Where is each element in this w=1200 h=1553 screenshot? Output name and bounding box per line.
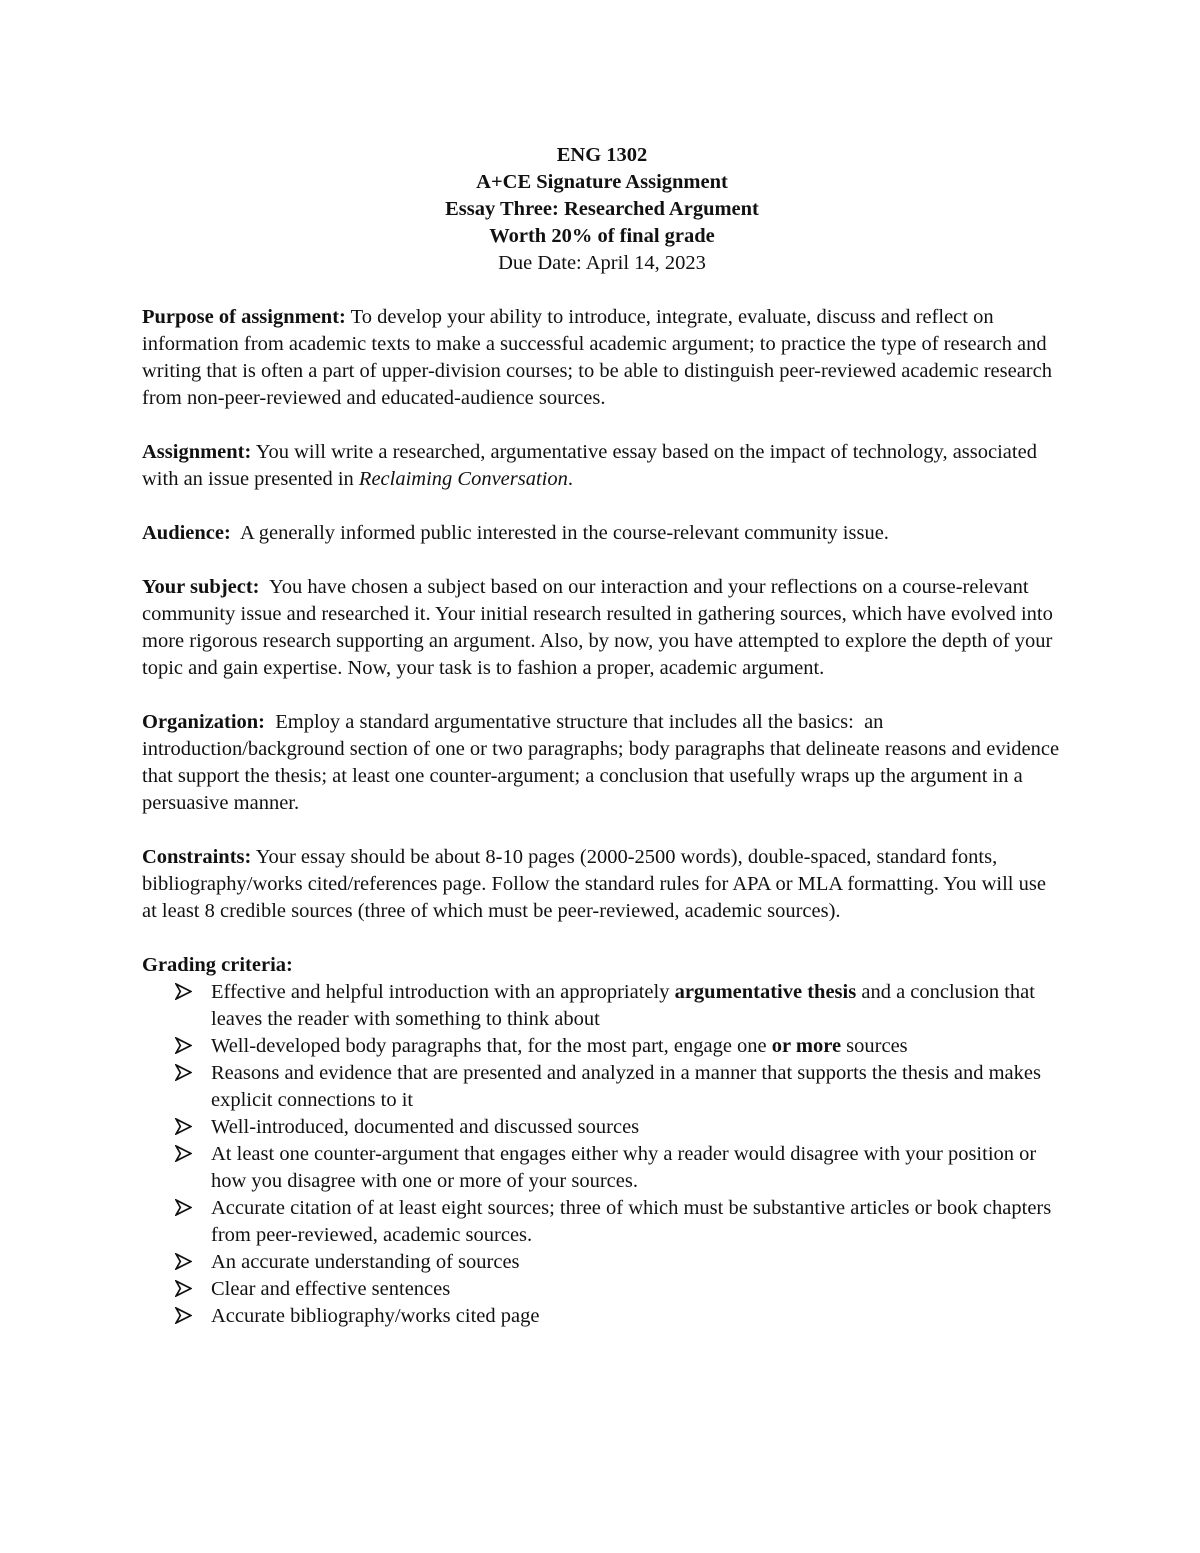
arrowhead-bullet-icon — [175, 1195, 199, 1222]
grading-label: Grading criteria: — [142, 954, 293, 976]
list-item: Clear and effective sentences — [142, 1276, 1062, 1303]
subject-text: You have chosen a subject based on our interaction and your reflections on a course-relevant community issue and researched it. Your initial research resulted in gathering sources, which have evolved into more rigorous research supporting an argument. Also, by now, you have attempted to explore the depth of your topic and gain expertise. Now, your task is to fashion a proper, academic argument. — [142, 576, 1058, 679]
audience-section — [142, 520, 1062, 547]
list-item: Well-introduced, documented and discussed sources — [142, 1114, 1062, 1141]
subject-section — [142, 574, 1062, 682]
organization-text: Employ a standard argumentative structure that includes all the basics: an introduction/background section of one or two paragraphs; body paragraphs that delineate reasons and evidence that support the thesis; at least one counter-argument; a conclusion that usefully wraps up the argument in a persuasive manner. — [142, 711, 1065, 814]
grade-weight: Worth 20% of final grade — [489, 225, 715, 247]
constraints-text: Your essay should be about 8-10 pages (2000-2500 words), double-spaced, standard fonts, bibliography/works cited/references page. Follow the standard rules for APA or MLA formatting. You will use at least 8 credible sources (three of which must be peer-reviewed, academic sources). — [142, 846, 1046, 922]
arrowhead-bullet-icon — [175, 1033, 199, 1060]
audience-label: Audience: — [142, 522, 231, 544]
list-item: Reasons and evidence that are presented and analyzed in a manner that supports the thesis and makes explicit connections to it — [142, 1060, 1062, 1114]
assignment-text: You will write a researched, argumentative essay based on the impact of technology, associated with an issue presented in — [142, 441, 1037, 490]
list-item: Well-developed body paragraphs that, for the most part, engage one or more sources — [142, 1033, 1062, 1060]
purpose-section — [142, 304, 1062, 412]
arrowhead-bullet-icon — [175, 1060, 199, 1087]
assignment-label: Assignment: — [142, 441, 252, 463]
course-code: ENG 1302 — [556, 144, 648, 166]
assignment-section — [142, 439, 1062, 493]
grading-criteria-list — [142, 979, 1062, 1330]
document-page — [142, 142, 1065, 1330]
arrowhead-bullet-icon — [175, 1114, 199, 1141]
arrowhead-bullet-icon — [175, 1276, 199, 1303]
document-header — [142, 142, 1062, 277]
purpose-label: Purpose of assignment: — [142, 306, 346, 328]
organization-section — [142, 709, 1065, 817]
audience-text: A generally informed public interested in the course-relevant community issue. — [230, 522, 889, 544]
essay-title: Essay Three: Researched Argument — [445, 198, 759, 220]
organization-label: Organization: — [142, 711, 265, 733]
list-item: Accurate citation of at least eight sources; three of which must be substantive articles or book chapters from peer-reviewed, academic sources. — [142, 1195, 1062, 1249]
arrowhead-bullet-icon — [175, 1303, 199, 1330]
constraints-label: Constraints: — [142, 846, 252, 868]
list-item: At least one counter-argument that engages either why a reader would disagree with your position or how you disagree with one or more of your sources. — [142, 1141, 1062, 1195]
assignment-text-end: . — [567, 468, 574, 490]
assignment-type: A+CE Signature Assignment — [476, 171, 728, 193]
purpose-text: To develop your ability to introduce, integrate, evaluate, discuss and reflect on information from academic texts to make a successful academic argument; to practice the type of research and writing that is often a part of upper-division courses; to be able to distinguish peer-reviewed academic research from non-peer-reviewed and educated-audience sources. — [142, 306, 1052, 409]
list-item: An accurate understanding of sources — [142, 1249, 1062, 1276]
list-item: Accurate bibliography/works cited page — [142, 1303, 1062, 1330]
arrowhead-bullet-icon — [175, 979, 199, 1006]
due-date: Due Date: April 14, 2023 — [498, 252, 706, 274]
arrowhead-bullet-icon — [175, 1249, 199, 1276]
grading-section — [142, 952, 1062, 1330]
list-item: Effective and helpful introduction with an appropriately argumentative thesis and a conclusion that leaves the reader with something to think about — [142, 979, 1062, 1033]
book-title: Reclaiming Conversation — [358, 468, 568, 490]
constraints-section — [142, 844, 1062, 925]
subject-label: Your subject: — [142, 576, 260, 598]
arrowhead-bullet-icon — [175, 1141, 199, 1168]
